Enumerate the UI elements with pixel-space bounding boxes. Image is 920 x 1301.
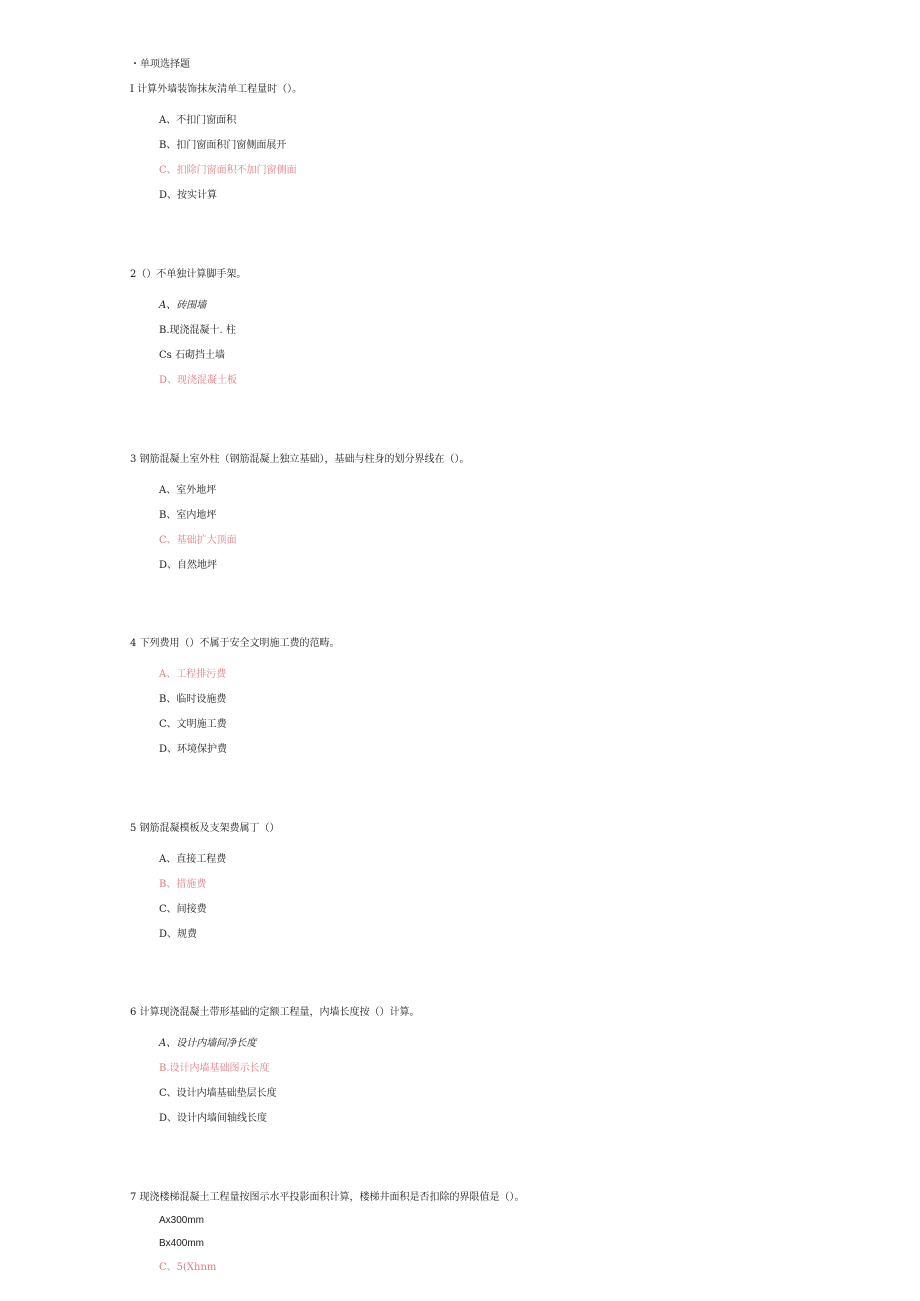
q6-option-c: C、设计内墙基础垫层长度	[159, 1088, 277, 1099]
q6-option-a: A、设计内墙间净长度	[159, 1038, 257, 1049]
q1-option-d: D、按实计算	[159, 190, 218, 201]
q4-option-a: A、工程排污费	[159, 669, 227, 680]
q5-option-a: A、直接工程费	[159, 854, 227, 865]
section-title: ・单项选择题	[130, 59, 190, 70]
q7-option-c: C、5(Xhnm	[159, 1262, 217, 1273]
question-5: 5 钢筋混凝模板及支架费属丁（）	[130, 823, 280, 834]
q1-option-a: A、不扣门窗面积	[159, 115, 237, 126]
q4-option-d: D、环境保护费	[159, 744, 228, 755]
q1-option-c: C、扣除门窗面积不加门窗侧面	[159, 165, 297, 176]
q5-option-c: C、间接费	[159, 904, 207, 915]
question-6: 6 计算现浇混凝土带形基础的定额工程量，内墙长度按（）计算。	[130, 1007, 420, 1018]
q1-option-b: B、扣门窗面积门窗侧面展开	[159, 140, 287, 151]
question-7: 7 现浇楼梯混凝土工程量按图示水平投影面积计算，楼梯井面积是否扣除的界限值是（）。	[130, 1192, 525, 1203]
q2-option-a: A、砖围墙	[159, 300, 207, 311]
q5-option-d: D、规费	[159, 929, 198, 940]
question-1: I 计算外墙装饰抹灰清单工程量时（）。	[130, 84, 303, 95]
q4-option-c: C、文明施工费	[159, 719, 227, 730]
q2-option-d: D、现浇混凝土板	[159, 375, 238, 386]
q6-option-b: B.设计内墙基础图示长度	[159, 1063, 270, 1074]
question-2: 2（）不单独计算脚手架。	[130, 269, 247, 280]
q7-option-b: Bx400mm	[159, 1238, 205, 1249]
q3-option-c: C、基础扩大顶面	[159, 535, 237, 546]
q7-option-a: Ax300mm	[159, 1215, 205, 1226]
question-4: 4 下列费用（）不属于安全文明施工费的范畴。	[130, 638, 340, 649]
q2-option-b: B.现浇混凝十. 柱	[159, 325, 236, 336]
q4-option-b: B、临时设施费	[159, 694, 227, 705]
q3-option-d: D、自然地坪	[159, 560, 218, 571]
q2-option-c: Cs 石砌挡土墙	[159, 350, 225, 361]
question-3: 3 钢筋混凝上室外柱（钢筋混凝上独立基础），基础与柱身的划分界线在（）。	[130, 454, 470, 465]
q6-option-d: D、设计内墙间轴线长度	[159, 1113, 268, 1124]
q3-option-a: A、室外地坪	[159, 485, 217, 496]
q5-option-b: B、措施费	[159, 879, 207, 890]
q3-option-b: B、室内地坪	[159, 510, 217, 521]
